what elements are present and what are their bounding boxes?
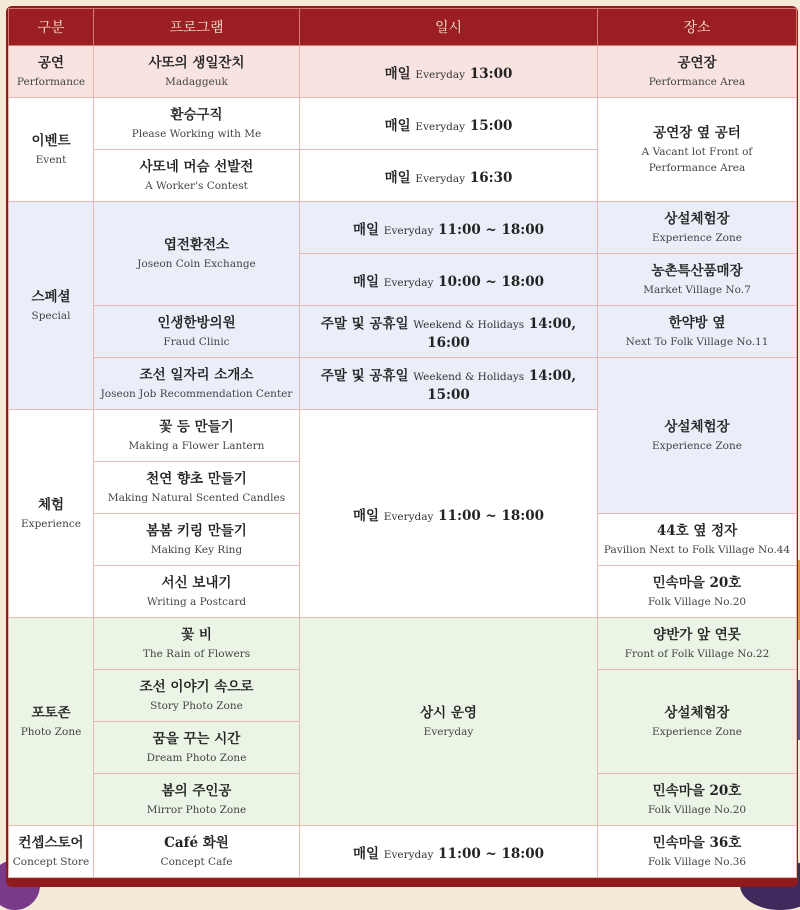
schedule-cell [300, 410, 598, 618]
program-en: The Rain of Flowers [142, 647, 251, 660]
schedule-time: 14:00, 15:00 [427, 368, 577, 403]
place-en: Performance Area [648, 75, 746, 88]
program-cell [94, 306, 300, 358]
schedule-cell [300, 150, 598, 202]
program-cell [94, 826, 300, 878]
place-ko: 상설체험장 [664, 210, 730, 227]
schedule-cell [300, 46, 598, 98]
program-en: Joseon Job Recommendation Center [100, 387, 293, 400]
schedule-cell [300, 306, 598, 358]
schedule-ko: 매일 [352, 845, 380, 862]
category-cell [9, 46, 94, 98]
header-program: 프로그램 [94, 9, 300, 46]
schedule-cell [300, 358, 598, 410]
program-ko: 사또의 생일잔치 [148, 54, 245, 71]
place-ko: 공연장 [677, 54, 717, 71]
program-ko: 꽃 등 만들기 [159, 418, 234, 435]
program-cell [94, 46, 300, 98]
category-cell [9, 98, 94, 202]
table-row [9, 358, 797, 410]
schedule-time: 11:00 ~ 18:00 [438, 507, 544, 524]
place-cell [598, 826, 797, 878]
program-cell [94, 774, 300, 826]
place-en: Next To Folk Village No.11 [625, 335, 769, 348]
category-ko: 체험 [37, 496, 65, 513]
program-ko: 환승구직 [170, 106, 223, 123]
place-ko: 상설체험장 [664, 704, 730, 721]
place-cell [598, 358, 797, 514]
category-ko: 컨셉스토어 [18, 834, 84, 851]
schedule-time: 16:30 [469, 169, 513, 186]
program-en: Fraud Clinic [163, 335, 230, 348]
program-en: Joseon Coin Exchange [137, 257, 256, 270]
schedule-ko: 주말 및 공휴일 [320, 368, 409, 384]
schedule-time: 11:00 ~ 18:00 [438, 845, 544, 862]
table-row [9, 826, 797, 878]
header-place: 장소 [598, 9, 797, 46]
place-cell [598, 774, 797, 826]
category-en: Photo Zone [20, 725, 82, 738]
schedule-en: Everyday [415, 120, 466, 133]
category-en: Performance [16, 75, 86, 88]
schedule-en: Everyday [423, 725, 474, 738]
place-en: A Vacant lot Front of Performance Area [641, 145, 753, 174]
program-en: Concept Cafe [160, 855, 233, 868]
program-ko: 봄의 주인공 [161, 782, 232, 799]
program-en: A Worker's Contest [145, 179, 248, 192]
place-cell [598, 202, 797, 254]
place-ko: 양반가 앞 연못 [653, 626, 741, 643]
program-ko: 꿈을 꾸는 시간 [152, 730, 241, 747]
program-en: Story Photo Zone [150, 699, 243, 712]
program-cell [94, 514, 300, 566]
schedule-ko: 매일 [352, 507, 380, 524]
place-ko: 상설체험장 [664, 418, 730, 435]
program-schedule-table [8, 8, 797, 878]
schedule-ko: 매일 [384, 65, 411, 82]
place-en: Experience Zone [652, 725, 742, 738]
program-en: Writing a Postcard [146, 595, 247, 608]
place-ko: 민속마을 20호 [652, 782, 742, 799]
header-category: 구분 [9, 9, 94, 46]
program-cell [94, 410, 300, 462]
place-en: Experience Zone [652, 231, 742, 244]
program-cell [94, 202, 300, 306]
schedule-time: 11:00 ~ 18:00 [438, 221, 544, 238]
place-cell [598, 618, 797, 670]
schedule-en: Everyday [383, 224, 434, 237]
category-cell [9, 618, 94, 826]
program-cell [94, 358, 300, 410]
place-cell [598, 514, 797, 566]
category-cell [9, 410, 94, 618]
place-cell [598, 46, 797, 98]
schedule-ko: 주말 및 공휴일 [320, 316, 409, 332]
table-row [9, 202, 797, 254]
program-cell [94, 462, 300, 514]
program-en: Making Natural Scented Candles [107, 491, 286, 504]
schedule-en: Everyday [383, 276, 434, 289]
schedule-en: Everyday [383, 510, 434, 523]
place-en: Front of Folk Village No.22 [624, 647, 770, 660]
place-ko: 민속마을 20호 [652, 574, 742, 591]
program-ko: 인생한방의원 [157, 314, 236, 331]
category-en: Experience [21, 517, 81, 530]
program-cell [94, 670, 300, 722]
program-cell [94, 722, 300, 774]
category-ko: 이벤트 [31, 132, 71, 149]
program-en: Madaggeuk [165, 75, 228, 88]
place-en: Experience Zone [652, 439, 742, 452]
place-ko: 공연장 옆 공터 [653, 124, 741, 141]
program-en: Making a Flower Lantern [128, 439, 265, 452]
table-row [9, 46, 797, 98]
program-en: Making Key Ring [150, 543, 243, 556]
program-en: Please Working with Me [131, 127, 262, 140]
place-ko: 농촌특산품매장 [651, 262, 743, 279]
program-ko: 천연 향초 만들기 [146, 470, 247, 487]
program-ko: 꽃 비 [181, 626, 212, 643]
program-cell [94, 150, 300, 202]
place-en: Folk Village No.36 [647, 855, 747, 868]
program-cell [94, 566, 300, 618]
place-cell [598, 670, 797, 774]
schedule-cell [300, 618, 598, 826]
place-en: Folk Village No.20 [647, 595, 747, 608]
header-row [9, 9, 797, 46]
place-cell [598, 254, 797, 306]
schedule-en: Weekend & Holidays [413, 319, 525, 331]
schedule-ko: 매일 [352, 221, 380, 238]
table-row [9, 98, 797, 150]
place-en: Folk Village No.20 [647, 803, 747, 816]
program-cell [94, 98, 300, 150]
schedule-cell [300, 98, 598, 150]
place-ko: 한약방 옆 [668, 314, 726, 331]
schedule-en: Everyday [415, 68, 466, 81]
schedule-time: 13:00 [469, 65, 513, 82]
header-schedule: 일시 [300, 9, 598, 46]
schedule-en: Weekend & Holidays [413, 371, 525, 383]
program-ko: 엽전환전소 [163, 236, 230, 253]
schedule-time: 14:00, 16:00 [427, 316, 577, 351]
category-en: Concept Store [12, 855, 90, 868]
place-en: Pavilion Next to Folk Village No.44 [603, 543, 791, 556]
place-ko: 민속마을 36호 [652, 834, 742, 851]
place-cell [598, 306, 797, 358]
schedule-time: 15:00 [469, 117, 513, 134]
schedule-en: Everyday [383, 848, 434, 861]
program-en: Mirror Photo Zone [146, 803, 247, 816]
schedule-ko: 매일 [384, 169, 411, 186]
category-en: Special [31, 309, 71, 322]
schedule-ko: 매일 [352, 273, 380, 290]
category-cell [9, 826, 94, 878]
place-ko: 44호 옆 정자 [656, 522, 738, 539]
table-row [9, 306, 797, 358]
program-ko: 서신 보내기 [161, 574, 232, 591]
category-ko: 스페셜 [31, 288, 71, 305]
table-row [9, 618, 797, 670]
program-en: Dream Photo Zone [146, 751, 247, 764]
place-cell [598, 98, 797, 202]
schedule-ko: 매일 [384, 117, 411, 134]
place-en: Market Village No.7 [643, 283, 751, 296]
category-ko: 포토존 [31, 704, 71, 721]
program-ko: 조선 일자리 소개소 [139, 366, 254, 383]
place-cell [598, 566, 797, 618]
schedule-cell [300, 826, 598, 878]
program-cell [94, 618, 300, 670]
program-ko: 조선 이야기 속으로 [139, 678, 254, 695]
schedule-en: Everyday [415, 172, 466, 185]
category-en: Event [35, 153, 67, 166]
schedule-ko: 상시 운영 [420, 704, 477, 721]
category-cell [9, 202, 94, 410]
schedule-cell [300, 202, 598, 254]
program-ko: 봄봄 키링 만들기 [146, 522, 247, 539]
category-ko: 공연 [37, 54, 65, 71]
schedule-cell [300, 254, 598, 306]
schedule-time: 10:00 ~ 18:00 [438, 273, 544, 290]
program-ko: 사또네 머슴 선발전 [139, 158, 254, 175]
program-ko: Café 화원 [164, 834, 229, 851]
